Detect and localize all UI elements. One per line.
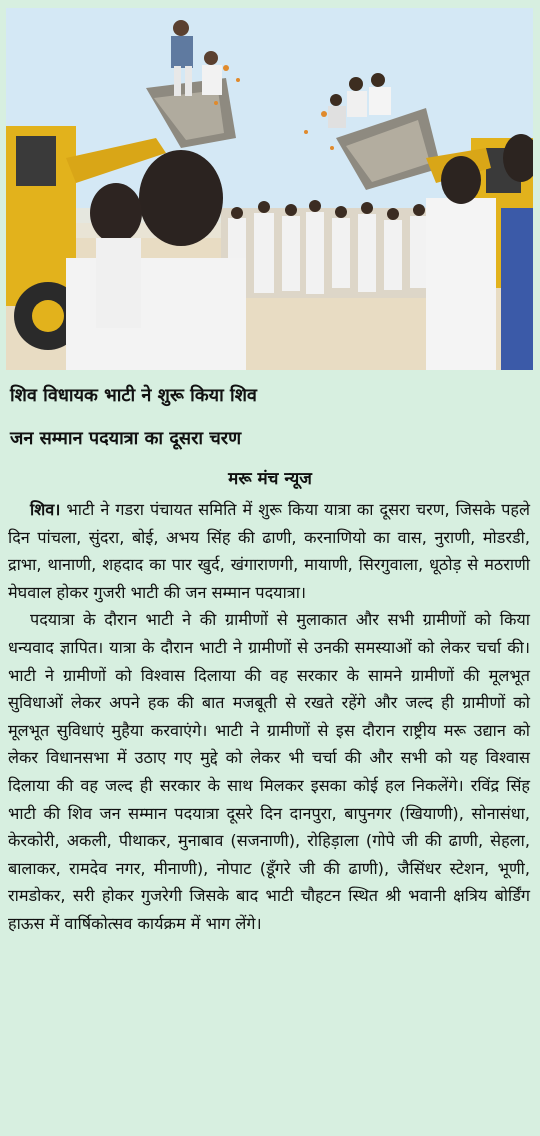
news-photo [6, 8, 533, 370]
paragraph-2: पदयात्रा के दौरान भाटी ने की ग्रामीणों से मुलाकात और सभी ग्रामीणों को किया धन्यवाद ज्ञापित। यात्रा के दौरान भाटी ने ग्रामीणों से उनकी समस्याओं को लेकर चर्चा की। भाटी ने ग्रामीणों को विश्वास दिलाया की वह सरकार के सामने ग्रामीणों की मूलभूत सुविधाओं लेकर अपने हक की बात मजबूती से रखते रहेंगे और जल्द ही ग्रामीणों को मूलभूत सुविधाएं मुहैया करवाएंगे। भाटी ने ग्रामीणों से इस दौरान राष्ट्रीय मरू उद्यान को लेकर विधानसभा में उठाए गए मुद्दे को लेकर भी चर्चा की और सभी को यह विश्वास दिलाया की वह जल्द ही सरकार के साथ मिलकर इसका कोई हल निकलेंगे। रविंद्र सिंह भाटी की शिव जन सम्मान पदयात्रा दूसरे दिन दानपुरा, बापुनगर (खियाणी), सोनासंधा, केरकोरी, अकली, पीथाकर, मुनाबाव (सजनाणी), रोहिड़ाला (गोपे जी की ढाणी, सेहला, बालाकर, रामदेव नगर, मीनाणी), नोपाट (डूँगरे जी की ढाणी), जैसिंधर स्टेशन, भूणी, रामडोकर, सरी होकर गुजरेगी जिसके बाद भाटी चौहटन स्थित श्री भवानी क्षत्रिय बोर्डिंग हाऊस में वार्षिकोत्सव कार्यक्रम में भाग लेंगे। [8, 610, 530, 933]
headline [10, 374, 532, 460]
dateline: शिव। [30, 500, 61, 519]
article-body [8, 496, 530, 938]
byline: मरू मंच न्यूज [228, 469, 312, 489]
headline-line-2: जन सम्मान पदयात्रा का दूसरा चरण [10, 428, 242, 449]
crowd [221, 200, 441, 298]
rally-photo-illustration [6, 8, 533, 370]
paragraph-1 [8, 496, 530, 606]
headline-line-1: शिव विधायक भाटी ने शुरू किया शिव [10, 385, 257, 406]
paragraph-1-text: भाटी ने गडरा पंचायत समिति में शुरू किया यात्रा का दूसरा चरण, जिसके पहले दिन पांचला, सुंदरा, बोई, अभय सिंह की ढाणी, करनाणियो का वास, नुराणी, मोडरडी, द्राभा, थानाणी, शहदाद का पार खुर्द, खंगाराणगी, मायाणी, सिरगुवाला, धूठोड़ से मठराणी मेघवाल होकर गुजरी भाटी की जन सम्मान पदयात्रा। [8, 500, 530, 602]
